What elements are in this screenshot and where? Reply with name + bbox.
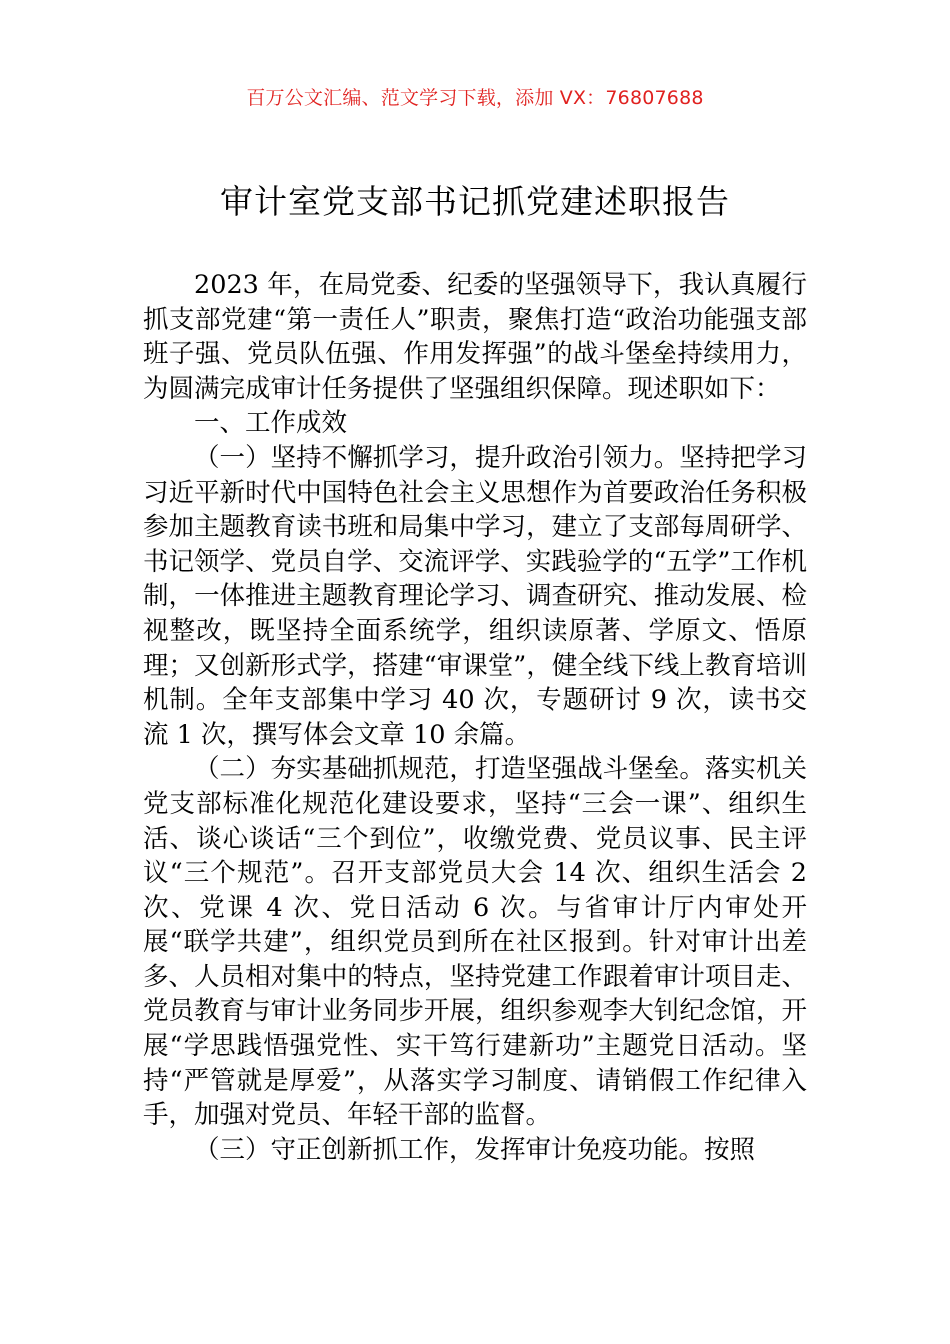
paragraph-foundation: （二）夯实基础抓规范，打造坚强战斗堡垒。落实机关党支部标准化规范化建设要求，坚持“三会一课”、组织生活、谈心谈话“三个到位”，收缴党费、党员议事、民主评议“三个规范”。召开支部党员大会 14 次、组织生活会 2 次、党课 4 次、党日活动 6 次。与省审计厅内审处开展“联学共建”，组织党员到所在社区报到。针对审计出差多、人员相对集中的特点，坚持党建工作跟着审计项目走、党员教育与审计业务同步开展，组织参观李大钊纪念馆，开展“学思践悟强党性、实干笃行建新功”主题党日活动。坚持“严管就是厚爱”，从落实学习制度、请销假工作纪律入手，加强对党员、年轻干部的监督。 [143,754,807,1131]
paragraph-study: （一）坚持不懈抓学习，提升政治引领力。坚持把学习习近平新时代中国特色社会主义思想作为首要政治任务积极参加主题教育读书班和局集中学习，建立了支部每周研学、书记领学、党员自学、交流评学、实践验学的“五学”工作机制，一体推进主题教育理论学习、调查研究、推动发展、检视整改，既坚持全面系统学，组织读原著、学原文、悟原理；又创新形式学，搭建“审课堂”，健全线下线上教育培训机制。全年支部集中学习 40 次，专题研讨 9 次，读书交流 1 次，撰写体会文章 10 余篇。 [143,442,807,750]
section-heading-work-results: 一、工作成效 [194,408,348,439]
document-body [143,268,807,1167]
header-watermark-note: 百万公文汇编、范文学习下载，添加 VX：76807688 [246,87,704,109]
paragraph-innovation: （三）守正创新抓工作，发挥审计免疫功能。按照 [194,1134,756,1165]
document-title: 审计室党支部书记抓党建述职报告 [220,182,730,221]
intro-paragraph: 2023 年，在局党委、纪委的坚强领导下，我认真履行抓支部党建“第一责任人”职责，聚焦打造“政治功能强支部班子强、党员队伍强、作用发挥强”的战斗堡垒持续用力，为圆满完成审计任务提供了坚强组织保障。现述职如下： [143,270,807,404]
